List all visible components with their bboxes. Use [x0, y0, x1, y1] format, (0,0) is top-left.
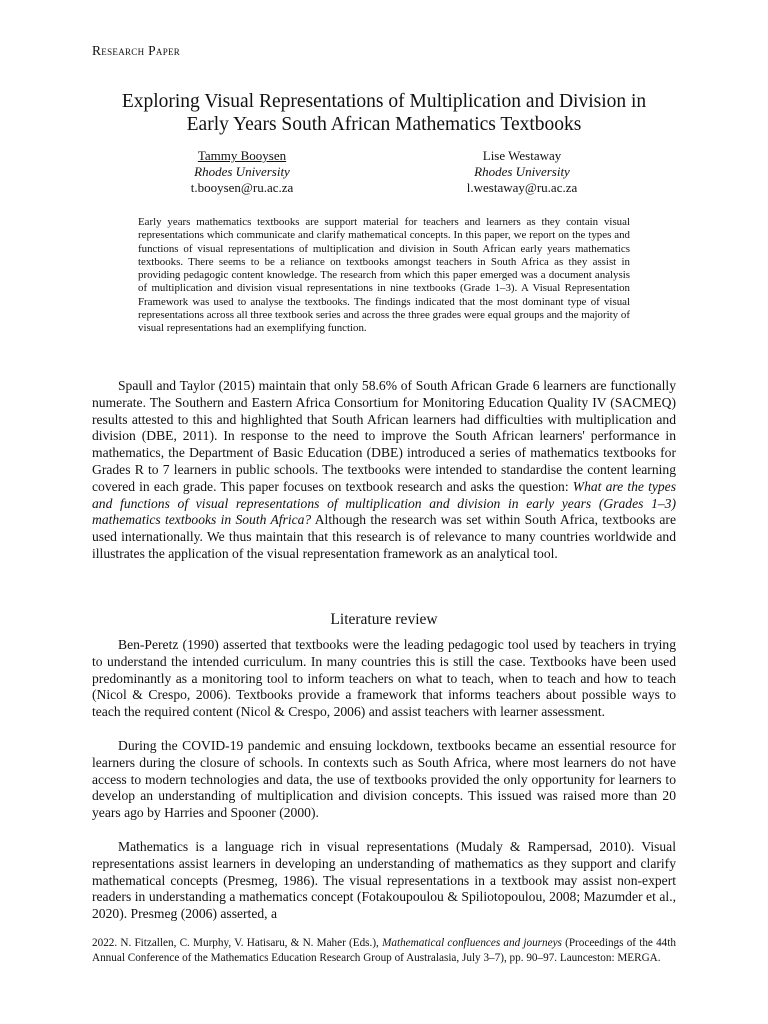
footnote-text-a: 2022. N. Fitzallen, C. Murphy, V. Hatisaru, & N. Maher (Eds.),	[92, 937, 383, 949]
section-heading-literature-review: Literature review	[330, 611, 438, 628]
author-block-1	[122, 148, 362, 196]
header-label: Research Paper	[92, 43, 181, 58]
paper-title	[92, 90, 676, 136]
lit-paragraph-3: Mathematics is a language rich in visual representations (Mudaly & Rampersad, 2010). Visual representations assist learners in developing an understanding of mathematics as they support and clarify mathematical concepts (Presmeg, 1986). The visual representations in a textbook may assist non-expert readers in understanding a mathematics concept (Fotakoupoulou & Spiliotopoulou, 2008; Mazumder et al., 2020). Presmeg (2006) asserted, a	[92, 839, 676, 922]
proceedings-title: Mathematical confluences and journeys	[382, 937, 562, 949]
author-name[interactable]: Tammy Booysen	[197, 148, 287, 163]
lit-paragraph-2: During the COVID-19 pandemic and ensuing lockdown, textbooks became an essential resource for learners during the closure of schools. In contexts such as South Africa, where most learners do not have access to modern technologies and data, the use of textbooks provided the only opportunity for learners to develop an understanding of multiplication and division concepts. This issued was raised more than 20 years ago by Harries and Spooner (2000).	[92, 738, 676, 821]
footnote-text-b: (Proceedings of the 44th Annual Conference of the Mathematics Education Research Group of Australasia, July 3–7), pp. 90–97. Launceston: MERGA.	[92, 937, 676, 964]
abstract: Early years mathematics textbooks are support material for teachers and learners as they contain visual representations which communicate and clarify mathematical concepts. In this paper, we report on the types and functions of visual representations of multiplication and division in South African early years mathematics textbooks. There seems to be a reliance on textbooks amongst teachers in South Africa as they assist in providing pedagogic content knowledge. The research from which this paper emerged was a document analysis of multiplication and division visual representations in nine textbooks (Grade 1–3). A Visual Representation Framework was used to analyse the textbooks. The findings indicated that the most dominant type of visual representations across all three textbook series and across the three grades were equal groups and the majority of visual representations had an exemplifying function.	[138, 216, 630, 335]
title-line-1: Exploring Visual Representations of Multiplication and Division in	[121, 91, 647, 112]
intro-text-a: Spaull and Taylor (2015) maintain that only 58.6% of South African Grade 6 learners are functionally numerate. The Southern and Eastern Africa Consortium for Monitoring Education Quality IV (SACMEQ) results attested to this and highlighted that South African learners had difficulties with multiplication and division (DBE, 2011). In response to the need to improve the South African learners' performance in mathematics, the Department of Basic Education (DBE) introduced a series of mathematics textbooks for Grades R to 7 learners in public schools. The textbooks were intended to standardise the content learning covered in each grade. This paper focuses on textbook research and asks the question:	[92, 378, 676, 494]
author-block-2	[402, 148, 642, 196]
intro-paragraph	[92, 378, 676, 563]
intro-text-b: Although the research was set within South Africa, textbooks are used internationally. We thus maintain that this research is of relevance to many countries worldwide and illustrates the application of the visual representation framework as an analytical tool.	[92, 512, 676, 561]
author-name: Lise Westaway	[482, 148, 562, 163]
lit-paragraph-1: Ben-Peretz (1990) asserted that textbooks were the leading pedagogic tool used by teachers in trying to understand the intended curriculum. In many countries this is still the case. Textbooks have been used predominantly as a monitoring tool to inform teachers on what to teach, when to teach and how to teach (Nicol & Crespo, 2006). Textbooks provide a framework that informs teachers about possible ways to teach the required content (Nicol & Crespo, 2006) and assist teachers with learner assessment.	[92, 637, 676, 720]
author-affiliation: Rhodes University	[194, 164, 290, 179]
author-affiliation: Rhodes University	[474, 164, 570, 179]
author-email: l.westaway@ru.ac.za	[466, 180, 578, 195]
author-email: t.booysen@ru.ac.za	[190, 180, 294, 195]
research-question: What are the types and functions of visual representations of multiplication and division in early years (Grades 1–3) mathematics textbooks in South Africa?	[92, 478, 676, 528]
footnote	[92, 936, 676, 965]
title-line-2: Early Years South African Mathematics Textbooks	[186, 114, 582, 135]
